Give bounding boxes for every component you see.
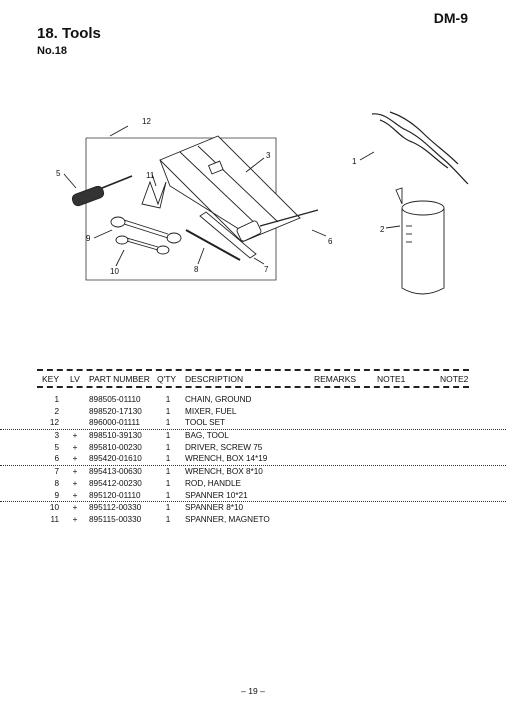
page-title: 18. Tools xyxy=(37,25,101,42)
table-header xyxy=(0,374,506,386)
table-row: 1 898505-01110 1 CHAIN, GROUND xyxy=(54,395,252,404)
callout-7: 7 xyxy=(264,265,269,274)
table-row: 8 + 895412-00230 1 ROD, HANDLE xyxy=(54,478,241,488)
table-row: 11 + 895115-00330 1 SPANNER, MAGNETO xyxy=(50,514,270,524)
table-row: 3 + 898510-39130 1 BAG, TOOL xyxy=(54,431,229,441)
callout-6: 6 xyxy=(328,237,333,246)
table-row: 9 + 895120-01110 1 SPANNER 10*21 xyxy=(0,490,506,503)
spanner-8x10 xyxy=(116,236,169,254)
table-row: 6 + 895420-01610 1 WRENCH, BOX 14*19 xyxy=(0,453,506,466)
ground-chain xyxy=(372,112,468,184)
col-description: DESCRIPTION xyxy=(185,374,244,384)
col-note2: NOTE2 xyxy=(440,374,469,384)
parts-table-body xyxy=(0,394,506,526)
document-code: DM-9 xyxy=(433,10,468,26)
callout-1: 1 xyxy=(352,157,357,166)
tools-diagram xyxy=(50,108,470,308)
table-row: 7 + 895413-00630 1 WRENCH, BOX 8*10 xyxy=(54,467,263,477)
callout-8: 8 xyxy=(194,265,199,274)
callout-9: 9 xyxy=(86,234,91,243)
page-number: – 19 – xyxy=(241,686,265,696)
callout-2: 2 xyxy=(380,225,385,234)
table-row: 5 + 895810-00230 1 DRIVER, SCREW 75 xyxy=(54,442,263,452)
page-subtitle: No.18 xyxy=(37,45,67,57)
fuel-mixer xyxy=(396,188,444,294)
spanner-10x21 xyxy=(111,217,181,243)
col-part-number: PART NUMBER xyxy=(89,374,150,384)
screwdriver xyxy=(71,176,132,207)
magneto-spanner xyxy=(142,182,166,208)
table-top-rule xyxy=(37,369,469,371)
col-qty: Q'TY xyxy=(157,374,177,384)
col-key: KEY xyxy=(42,374,60,384)
table-header-rule xyxy=(37,386,469,388)
table-row: 12 896000-01111 1 TOOL SET xyxy=(0,417,506,430)
callout-3: 3 xyxy=(266,151,271,160)
col-lv: LV xyxy=(70,374,80,384)
table-row: 10 + 895112-00330 1 SPANNER 8*10 xyxy=(49,503,244,513)
col-remarks: REMARKS xyxy=(314,374,357,384)
callout-10: 10 xyxy=(110,267,119,276)
callout-11: 11 xyxy=(146,171,155,180)
table-row: 2 898520-17130 1 MIXER, FUEL xyxy=(54,406,237,416)
callout-12: 12 xyxy=(142,117,151,126)
tool-bag xyxy=(160,136,300,242)
callout-5: 5 xyxy=(56,169,61,178)
col-note1: NOTE1 xyxy=(377,374,406,384)
